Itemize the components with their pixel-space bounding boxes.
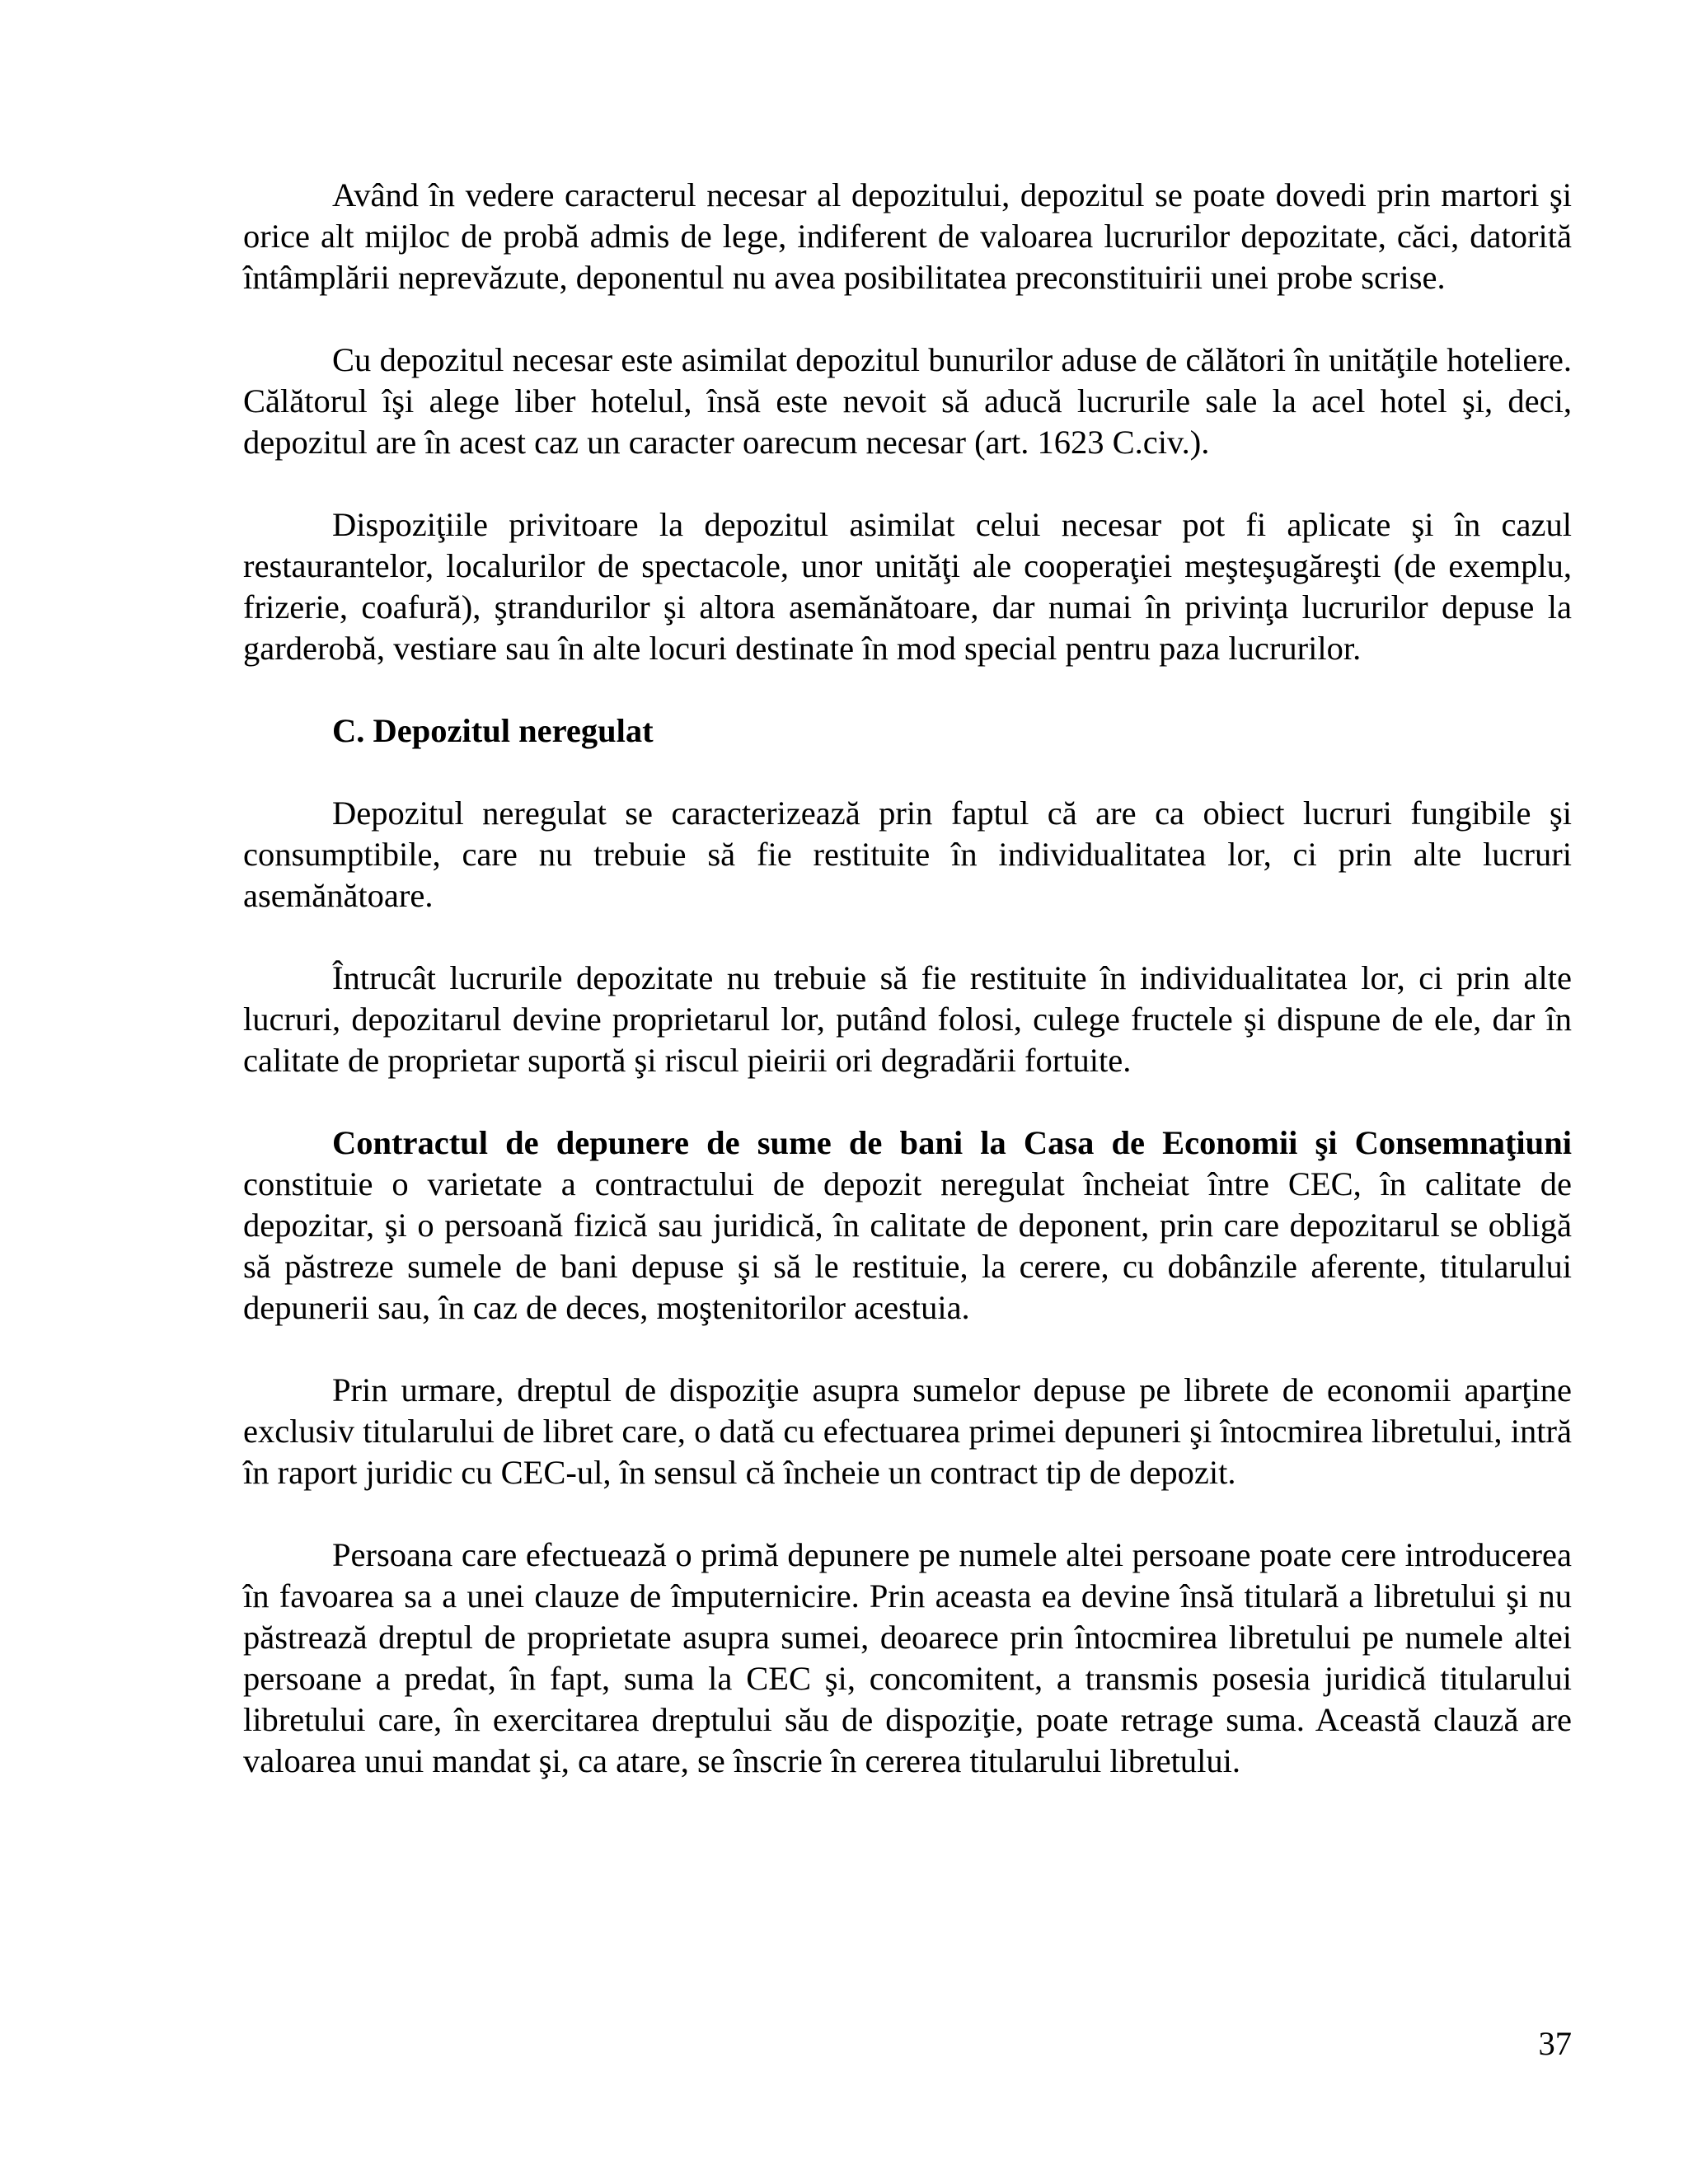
- paragraph-irregular-deposit-definition: Depozitul neregulat se caracterizează prin faptul că are ca obiect lucruri fungibile şi consumptibile, care nu trebuie să fie restituite în individualitatea lor, ci prin alte lucruri asemănătoare.: [243, 794, 1572, 914]
- cec-contract-title: Contractul de depunere de sume de bani la Casa de Economii şi Consemnaţiuni: [332, 1124, 1572, 1161]
- paragraph-assimilated-deposit: Dispoziţiile privitoare la depozitul asimilat celui necesar pot fi aplicate şi în cazul restaurantelor, localurilor de spectacole, unor unităţi ale cooperaţiei meşteşugăreşti (de exemplu, frizerie, coafură), ştrandurilor şi altora asemănătoare, dar numai în privinţa lucrurilor depuse la garderobă, vestiare sau în alte locuri destinate în mod special pentru paza lucrurilor.: [243, 506, 1572, 667]
- document-body: [243, 175, 1572, 1782]
- paragraph-proof-of-deposit: Având în vedere caracterul necesar al depozitului, depozitul se poate dovedi prin martori şi orice alt mijloc de probă admis de lege, indiferent de valoarea lucrurilor depozitate, căci, datorită întâmplării neprevăzute, deponentul nu avea posibilitatea preconstituirii unei probe scrise.: [243, 176, 1572, 296]
- paragraph-hotel-deposit: Cu depozitul necesar este asimilat depozitul bunurilor aduse de călători în unităţile hoteliere. Călătorul îşi alege liber hotelul, însă este nevoit să aducă lucrurile sale la acel hotel şi, deci, depozitul are în acest caz un caracter oarecum necesar (art. 1623 C.civ.).: [243, 341, 1572, 461]
- section-heading: C. Depozitul neregulat: [332, 712, 654, 749]
- paragraph-depositary-ownership: Întrucât lucrurile depozitate nu trebuie să fie restituite în individualitatea lor, ci prin alte lucruri, depozitarul devine proprietarul lor, putând folosi, culege fructele şi dispune de ele, dar în calitate de proprietar suportă şi riscul pieirii ori degradării fortuite.: [243, 959, 1572, 1079]
- paragraph-disposal-right: Prin urmare, dreptul de dispoziţie asupra sumelor depuse pe librete de economii aparţine exclusiv titularului de libret care, o dată cu efectuarea primei depuneri şi întocmirea libretului, intră în raport juridic cu CEC-ul, în sensul că încheie un contract tip de depozit.: [243, 1371, 1572, 1491]
- cec-contract-text: constituie o varietate a contractului de depozit neregulat încheiat între CEC, în calitate de depozitar, şi o persoană fizică sau juridică, în calitate de deponent, prin care depozitarul se obligă să păstreze sumele de bani depuse şi să le restituie, la cerere, cu dobânzile aferente, titularului depunerii sau, în caz de deces, moştenitorilor acestuia.: [243, 1165, 1572, 1326]
- paragraph-cec-contract: [243, 1122, 1572, 1329]
- paragraph-mandate-clause: Persoana care efectuează o primă depunere pe numele altei persoane poate cere introducerea în favoarea sa a unei clauze de împuternicire. Prin aceasta ea devine însă titulară a libretului şi nu păstrează dreptul de proprietate asupra sumei, deoarece prin întocmirea libretului pe numele altei persoane a predat, în fapt, suma la CEC şi, concomitent, a transmis posesia juridică titularului libretului care, în exercitarea dreptului său de dispoziţie, poate retrage suma. Această clauză are valoarea unui mandat şi, ca atare, se înscrie în cererea titularului libretului.: [243, 1536, 1572, 1779]
- page-number: 37: [1538, 2025, 1572, 2062]
